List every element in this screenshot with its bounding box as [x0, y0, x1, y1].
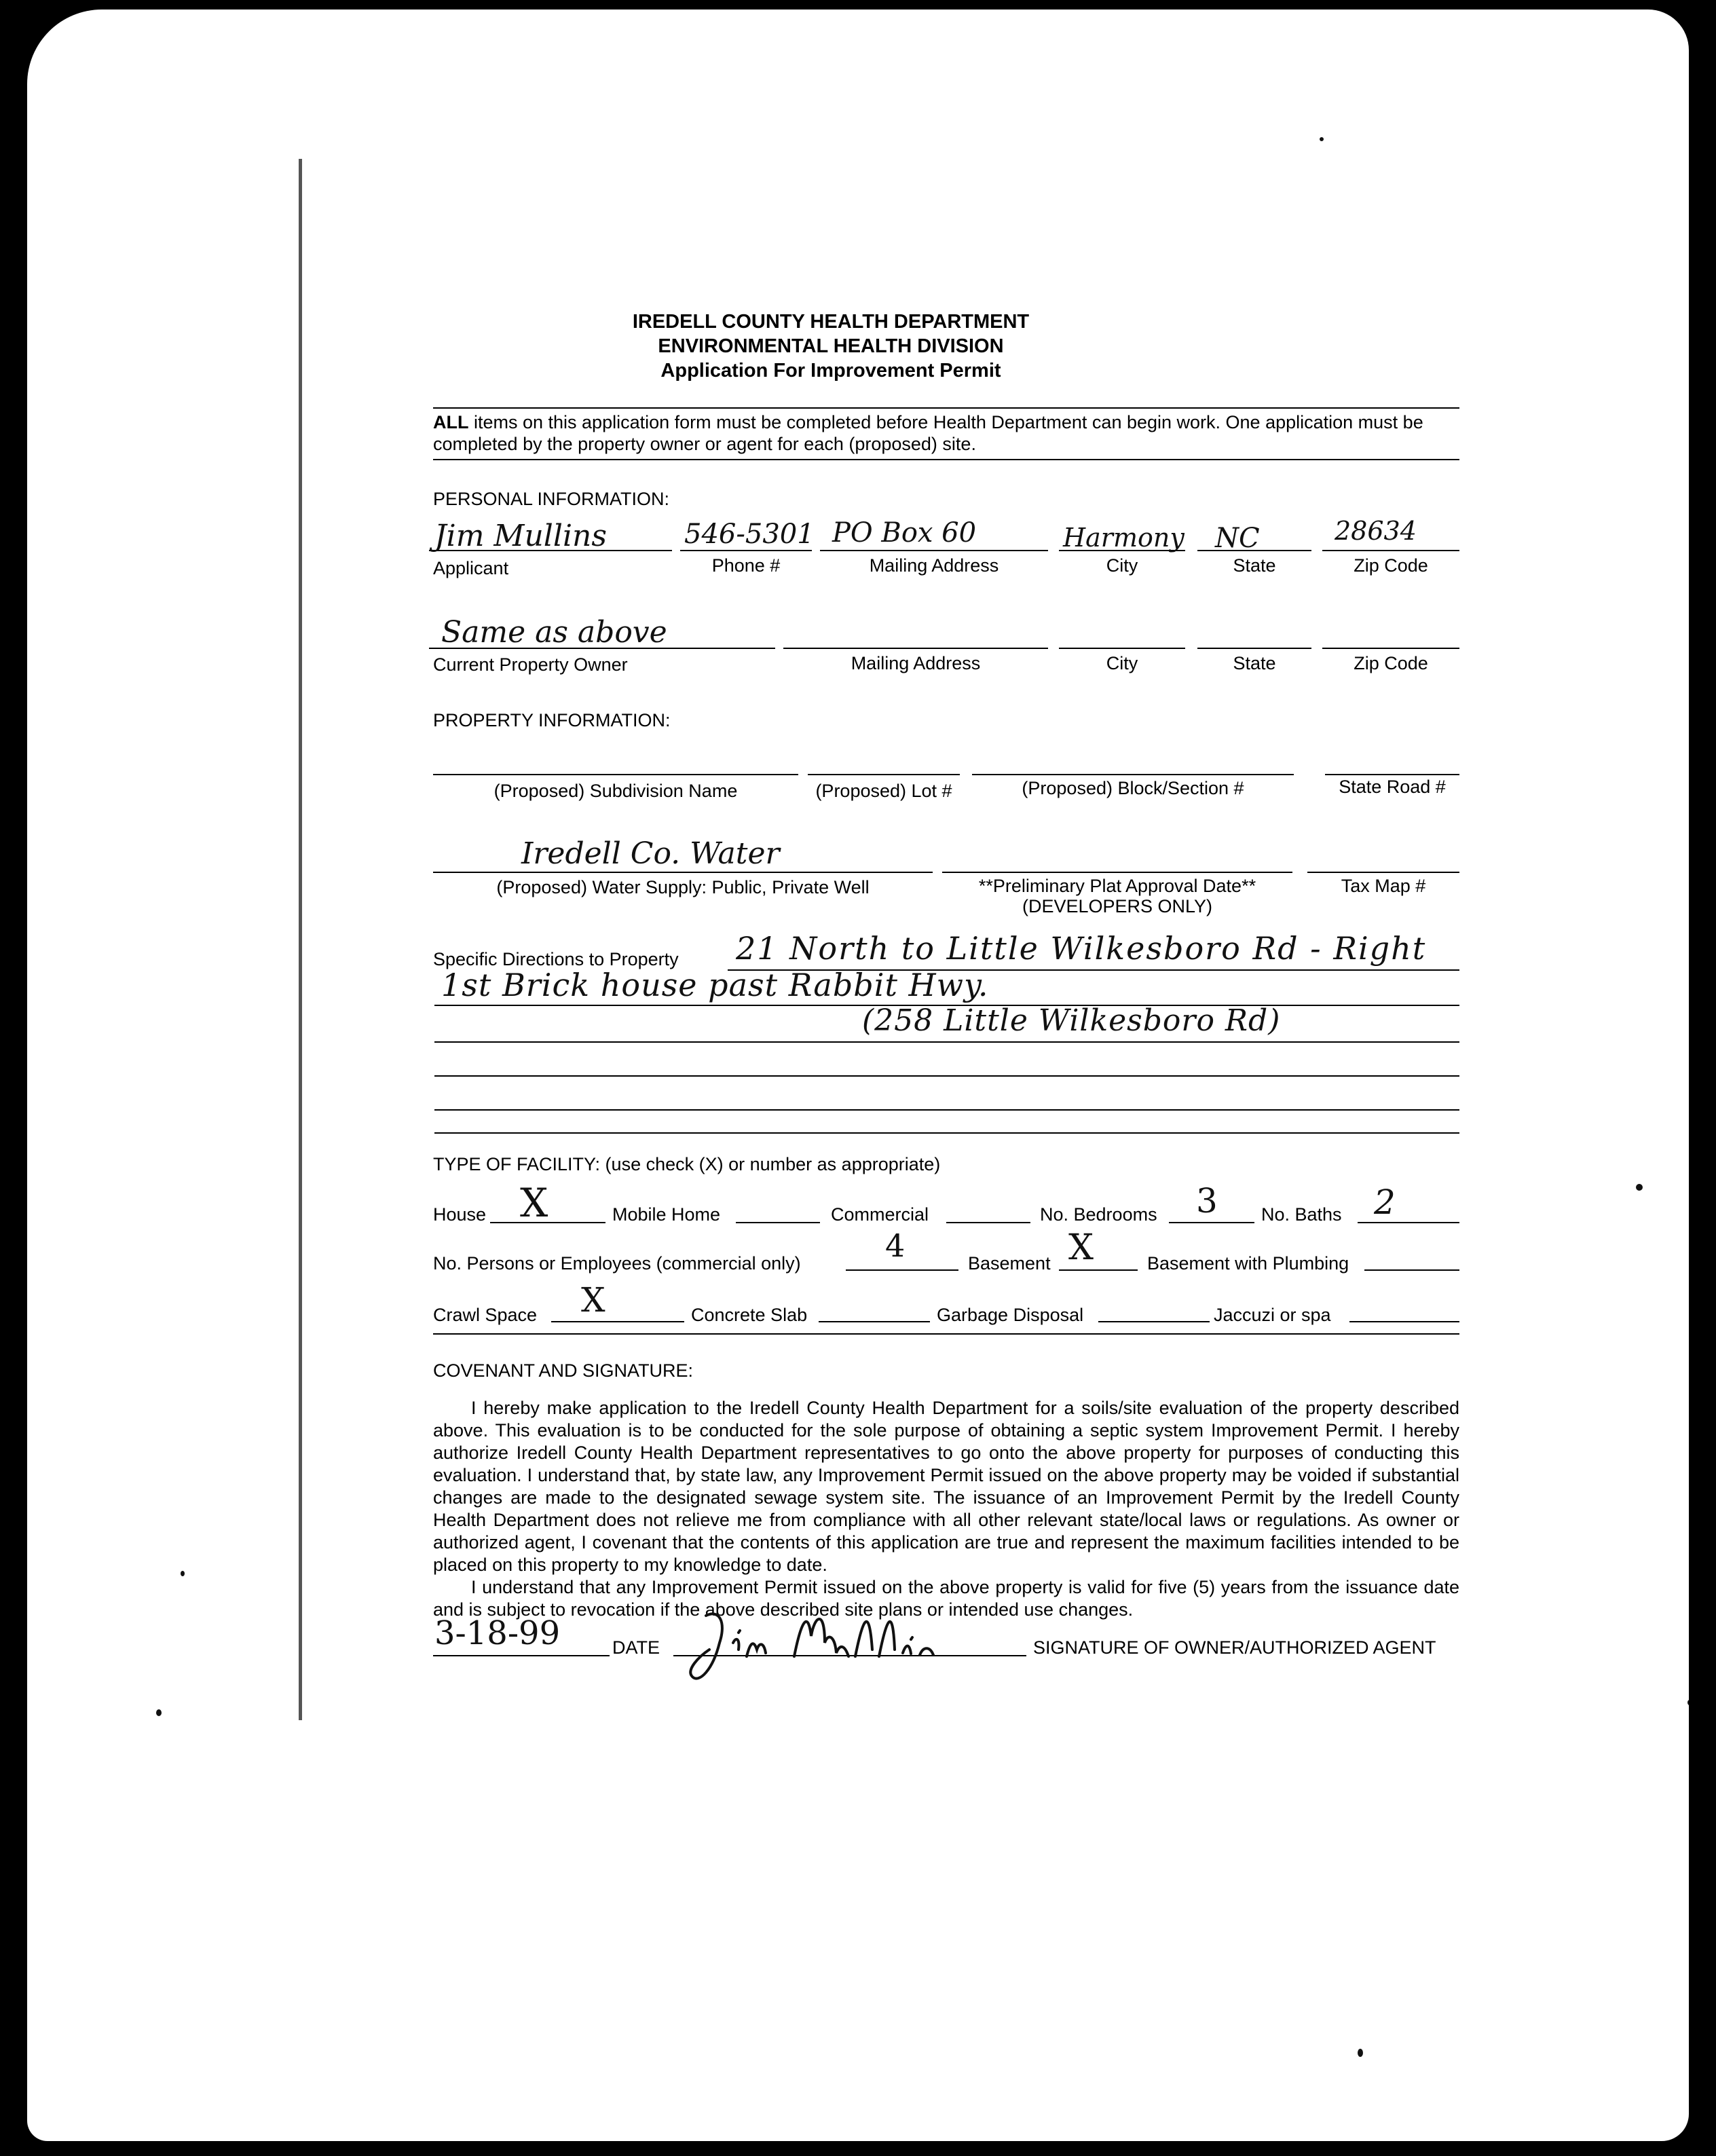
crawl-space-label: Crawl Space: [433, 1305, 538, 1325]
bedrooms-label: No. Bedrooms: [1040, 1204, 1157, 1225]
instructions: [433, 411, 1459, 455]
house-label: House: [433, 1204, 487, 1225]
plat-label: **Preliminary Plat Approval Date**: [978, 876, 1256, 896]
applicant-name: Jim Mullins: [434, 519, 607, 553]
form-title: Application For Improvement Permit: [660, 360, 1001, 382]
block-line: [972, 774, 1294, 775]
block-label: (Proposed) Block/Section #: [1022, 778, 1244, 798]
covenant-paragraph-1: I hereby make application to the Iredell County Health Department for a soils/site evaluation of the property described above. This evaluation is to be conducted for the sole purpose of obtaining a septic system Improvement Permit. I hereby authorize Iredell County Health Department representatives to go onto the above property for purposes of conducting this evaluation. I understand that, by state law, any Improvement Permit issued on the above property may be voided if substantial changes are made to the designated sewage system site. The issuance of an Improvement Permit by the Iredell County Health Department does not relieve me from compliance with all other relevant state/local laws or regulations. As owner or authorized agent, I covenant that the contents of this application are true and represent the maximum facilities intended to be placed on this property to my knowledge to date.: [433, 1398, 1459, 1575]
applicant-city: Harmony: [1063, 523, 1185, 553]
mobile-home-label: Mobile Home: [612, 1204, 721, 1225]
zip-label: Zip Code: [1354, 555, 1428, 576]
property-heading: PROPERTY INFORMATION:: [433, 710, 671, 730]
basement-line: [1059, 1269, 1138, 1271]
baths-line: [1358, 1222, 1459, 1223]
developers-label: (DEVELOPERS ONLY): [1022, 896, 1213, 916]
water-supply-value: Iredell Co. Water: [521, 836, 780, 871]
mailing-address-label: Mailing Address: [869, 555, 999, 576]
handwritten-signature: [679, 1595, 1018, 1690]
garbage-label: Garbage Disposal: [937, 1305, 1084, 1325]
state-label: State: [1233, 555, 1276, 576]
persons-line: [846, 1269, 958, 1271]
basement-check: X: [1068, 1227, 1094, 1268]
persons-value: 4: [885, 1227, 906, 1264]
signature-label: SIGNATURE OF OWNER/AUTHORIZED AGENT: [1033, 1637, 1436, 1658]
instructions-rule: [433, 459, 1459, 460]
covenant-heading: COVENANT AND SIGNATURE:: [433, 1360, 694, 1381]
department-title: IREDELL COUNTY HEALTH DEPARTMENT: [632, 311, 1030, 333]
basement-plumbing-label: Basement with Plumbing: [1147, 1253, 1349, 1274]
state-road-label: State Road #: [1339, 777, 1446, 797]
owner-label: Current Property Owner: [433, 654, 628, 675]
owner-zip-label: Zip Code: [1354, 653, 1428, 673]
basement-plumbing-line: [1364, 1269, 1459, 1271]
state-road-line: [1325, 774, 1459, 775]
facility-heading: TYPE OF FACILITY: (use check (X) or number as appropriate): [433, 1154, 941, 1174]
directions-text-3: (258 Little Wilkesboro Rd): [862, 1003, 1281, 1038]
plat-line: [942, 872, 1292, 873]
house-check: X: [520, 1180, 548, 1226]
basement-label: Basement: [968, 1253, 1051, 1274]
owner-state-line: [1197, 648, 1311, 649]
garbage-line: [1098, 1321, 1210, 1322]
instructions-bold: ALL: [433, 412, 469, 432]
water-supply-line: [433, 872, 933, 873]
scan-speck: [1687, 1700, 1689, 1705]
commercial-label: Commercial: [831, 1204, 929, 1225]
subdivision-line: [433, 774, 798, 775]
date-line: [433, 1655, 610, 1656]
date-value: 3-18-99: [434, 1614, 561, 1652]
lot-line: [808, 774, 960, 775]
directions-line-4: [434, 1075, 1459, 1077]
jaccuzi-line: [1349, 1321, 1459, 1322]
crawl-space-line: [551, 1321, 684, 1322]
personal-heading: PERSONAL INFORMATION:: [433, 489, 670, 509]
concrete-slab-line: [819, 1321, 930, 1322]
directions-line-6: [434, 1132, 1459, 1134]
covenant-paragraph-2: I understand that any Improvement Permit issued on the above property is valid for five (5) years from the issuance date and is subject to revocation if the above described site plans or intended use changes.: [433, 1577, 1459, 1620]
owner-mailing-label: Mailing Address: [851, 653, 981, 673]
owner-zip-line: [1322, 648, 1459, 649]
mailing-line: [820, 550, 1048, 551]
phone-line: [680, 550, 812, 551]
baths-label: No. Baths: [1261, 1204, 1342, 1225]
applicant-state: NC: [1215, 523, 1260, 554]
bedrooms-value: 3: [1196, 1181, 1218, 1221]
persons-label: No. Persons or Employees (commercial only): [433, 1253, 801, 1274]
subdivision-label: (Proposed) Subdivision Name: [493, 781, 738, 801]
applicant-label: Applicant: [433, 558, 509, 578]
jaccuzi-label: Jaccuzi or spa: [1214, 1305, 1331, 1325]
instructions-text: items on this application form must be completed before Health Department can begin work. One application must be completed by the property owner or agent for each (proposed) site.: [433, 412, 1423, 454]
directions-text-2: 1st Brick house past Rabbit Hwy.: [441, 967, 989, 1003]
tax-map-label: Tax Map #: [1341, 876, 1426, 896]
directions-label: Specific Directions to Property: [433, 949, 679, 969]
concrete-slab-label: Concrete Slab: [691, 1305, 808, 1325]
applicant-mailing-address: PO Box 60: [832, 517, 977, 549]
applicant-phone: 546-5301: [684, 519, 815, 550]
applicant-zip: 28634: [1335, 516, 1417, 546]
division-title: ENVIRONMENTAL HEALTH DIVISION: [658, 335, 1004, 357]
city-label: City: [1106, 555, 1138, 576]
zip-line: [1322, 550, 1459, 551]
date-label: DATE: [612, 1637, 660, 1658]
facility-rule: [433, 1333, 1459, 1335]
directions-text-1: 21 North to Little Wilkesboro Rd - Right: [736, 930, 1427, 967]
covenant-text: [433, 1397, 1459, 1621]
commercial-line: [946, 1222, 1030, 1223]
header-rule: [433, 407, 1459, 409]
water-supply-label: (Proposed) Water Supply: Public, Private Well: [496, 877, 870, 897]
baths-value: 2: [1374, 1183, 1396, 1222]
owner-state-label: State: [1233, 653, 1276, 673]
phone-label: Phone #: [711, 555, 781, 576]
directions-line-3: [434, 1041, 1459, 1043]
owner-city-label: City: [1106, 653, 1138, 673]
bedrooms-line: [1169, 1222, 1254, 1223]
crawl-space-check: X: [581, 1280, 605, 1320]
owner-city-line: [1059, 648, 1185, 649]
owner-name: Same as above: [441, 615, 667, 650]
tax-map-line: [1307, 872, 1459, 873]
lot-label: (Proposed) Lot #: [815, 781, 952, 801]
mobile-home-line: [736, 1222, 820, 1223]
directions-line-5: [434, 1109, 1459, 1111]
owner-mailing-line: [783, 648, 1048, 649]
